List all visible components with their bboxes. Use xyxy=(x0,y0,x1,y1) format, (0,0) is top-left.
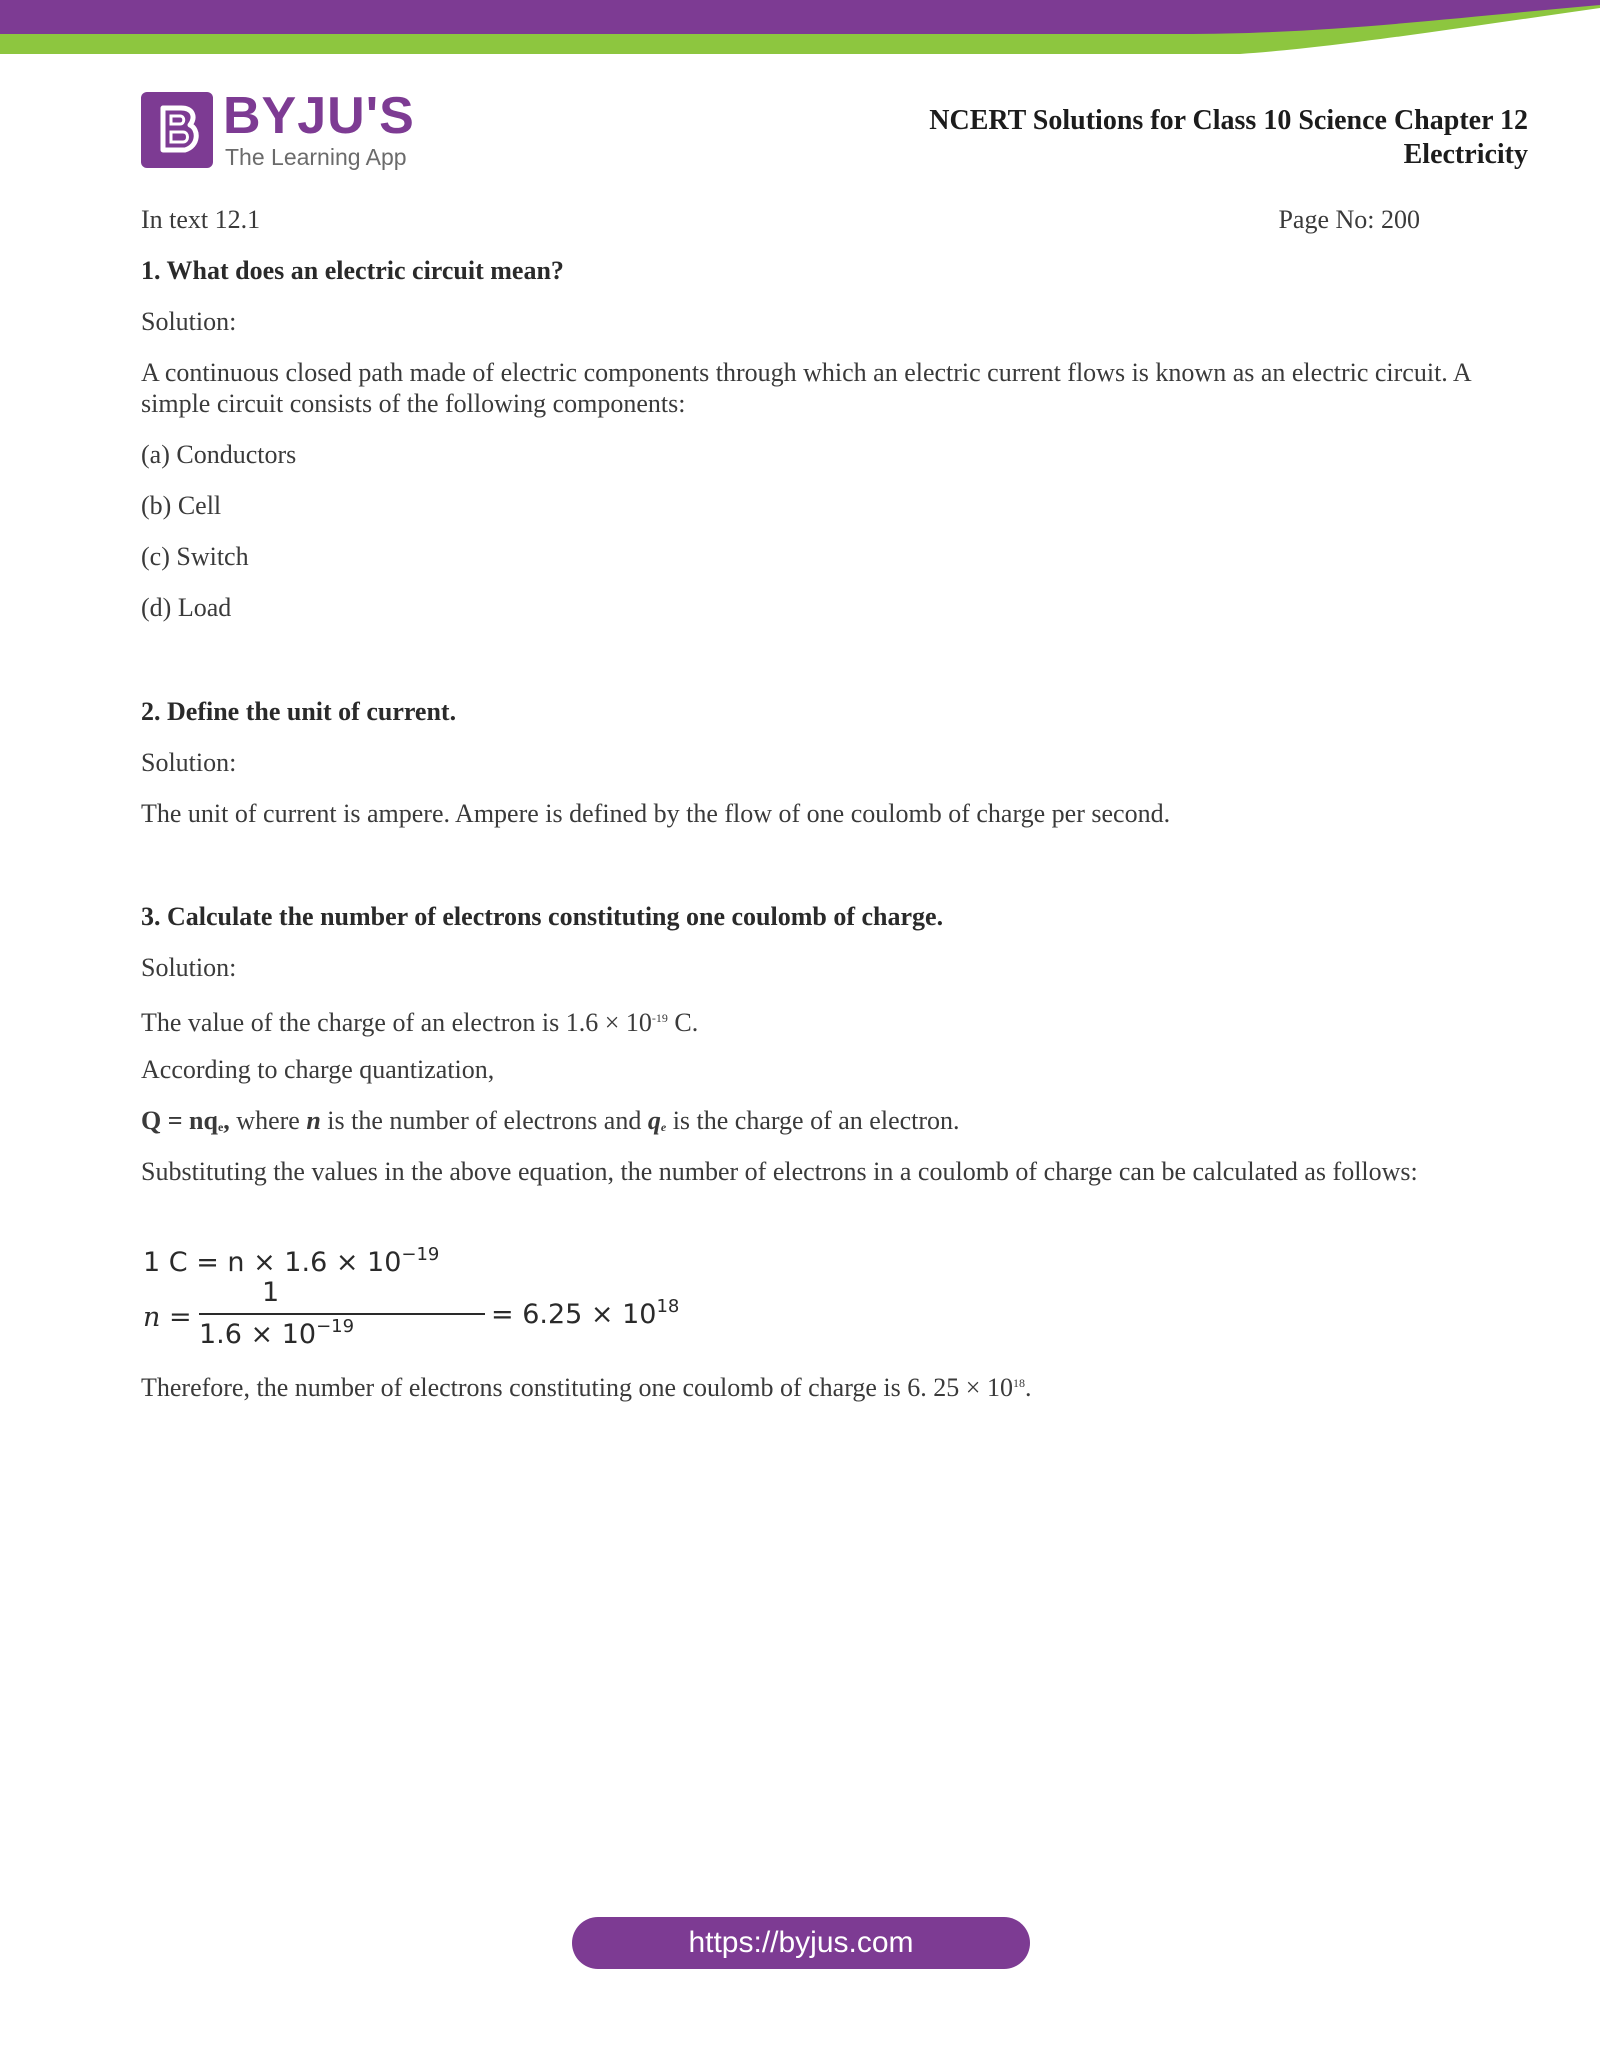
byjus-logo xyxy=(141,87,421,172)
header-line-2: Electricity xyxy=(1403,139,1528,170)
question-1: 1. What does an electric circuit mean? xyxy=(141,256,564,285)
list-item: (b) Cell xyxy=(141,491,222,520)
question-2: 2. Define the unit of current. xyxy=(141,697,457,726)
fraction-denominator: $1.6 \times 10^{-19}$ xyxy=(199,1316,355,1350)
substitution-statement: Substituting the values in the above equation, the number of electrons in a coulomb of charge can be calculated as follows: xyxy=(141,1157,1418,1186)
question-3: 3. Calculate the number of electrons constituting one coulomb of charge. xyxy=(141,902,944,931)
page-number: Page No: 200 xyxy=(1278,205,1420,234)
solution-label-2: Solution: xyxy=(141,748,237,777)
formula-statement: $Q = nq_e$, where n is the number of electrons and $q_e$ is the charge of an electron. xyxy=(141,1106,960,1135)
website-link[interactable]: https://byjus.com xyxy=(572,1917,1030,1969)
answer-1: A continuous closed path made of electric components through which an electric current flows is known as an electric circuit. A simple circuit consists of the following components: xyxy=(141,358,1471,418)
solution-label-1: Solution: xyxy=(141,307,237,336)
equation-block xyxy=(141,1238,680,1358)
conclusion-statement: Therefore, the number of electrons constituting one coulomb of charge is 6. $25 \times 10^{18}$. xyxy=(141,1373,1032,1402)
answer-2: The unit of current is ampere. Ampere is defined by the flow of one coulomb of charge per second. xyxy=(141,799,1171,828)
list-item: (a) Conductors xyxy=(141,440,297,469)
fraction-bar xyxy=(199,1313,485,1315)
list-item: (d) Load xyxy=(141,593,232,622)
solution-label-3: Solution: xyxy=(141,953,237,982)
logo-b-icon xyxy=(141,92,213,168)
brand-name: BYJU'S xyxy=(223,87,415,145)
section-label: In text 12.1 xyxy=(141,205,261,234)
equation-n-label: n = xyxy=(143,1302,192,1333)
equation-line-1: 1 $C = n \times 1.6 \times 10^{-19}$ xyxy=(143,1244,440,1278)
electron-charge-statement: The value of the charge of an electron is $1.6 \times 10^{-19}$ C. xyxy=(141,1008,699,1037)
equation-result: = $6.25 \times 10^{18}$ xyxy=(491,1296,680,1330)
top-decorative-band xyxy=(0,0,1600,60)
fraction-numerator: 1 xyxy=(262,1277,280,1308)
document-header xyxy=(929,104,1528,172)
header-line-1: NCERT Solutions for Class 10 Science Chapter 12 xyxy=(929,105,1528,136)
list-item: (c) Switch xyxy=(141,542,249,571)
brand-tagline: The Learning App xyxy=(225,144,407,170)
quantization-statement: According to charge quantization, xyxy=(141,1055,495,1084)
